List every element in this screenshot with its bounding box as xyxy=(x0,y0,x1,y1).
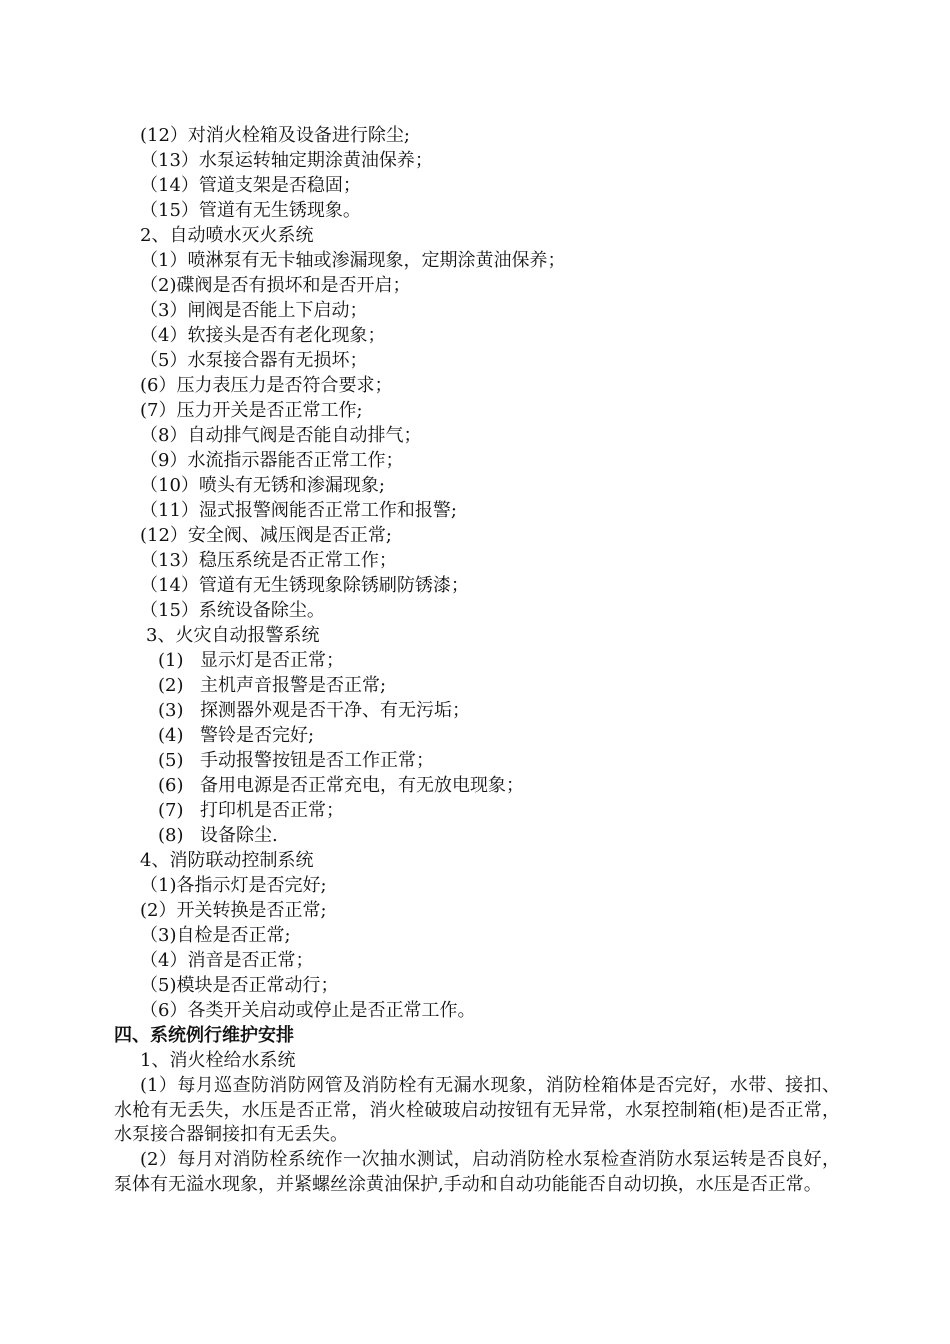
list-item: （1）喷淋泵有无卡轴或渗漏现象，定期涂黄油保养； xyxy=(140,250,566,271)
list-item xyxy=(158,724,314,748)
list-item: （13）水泵运转轴定期涂黄油保养； xyxy=(140,150,433,171)
item-text: 警铃是否完好; xyxy=(200,725,315,746)
list-item xyxy=(158,774,524,798)
list-item: （4）软接头是否有老化现象； xyxy=(140,325,386,346)
list-item: （5)模块是否正常动行； xyxy=(140,975,339,996)
subsection-heading: 3、火灾自动报警系统 xyxy=(146,625,320,646)
item-number: (6) xyxy=(158,775,184,796)
list-item xyxy=(158,749,434,773)
item-number: (3) xyxy=(158,700,184,721)
item-text: 探测器外观是否干净、有无污垢； xyxy=(200,700,470,721)
item-number: (1) xyxy=(158,650,184,671)
paragraph: (2）每月对消防栓系统作一次抽水测试，启动消防栓水泵检查消防水泵运转是否良好，泵体有无溢水现象，并紧螺丝涂黄油保护,手动和自动功能能否自动切换，水压是否正常。 xyxy=(114,1149,840,1195)
list-item: （14）管道支架是否稳固； xyxy=(140,175,361,196)
list-item: （9）水流指示器能否正常工作； xyxy=(140,450,404,471)
list-item xyxy=(158,674,386,698)
list-item: （5）水泵接合器有无损坏； xyxy=(140,350,368,371)
list-item: （2)碟阀是否有损坏和是否开启； xyxy=(140,275,411,296)
item-number: (5) xyxy=(158,750,184,771)
section-heading: 四、系统例行维护安排 xyxy=(114,1025,294,1046)
item-number: (8) xyxy=(158,825,184,846)
item-number: (2) xyxy=(158,675,184,696)
item-text: 设备除尘. xyxy=(200,825,278,846)
list-item: （3）闸阀是否能上下启动； xyxy=(140,300,368,321)
list-item: （11）湿式报警阀能否正常工作和报警; xyxy=(140,500,457,521)
list-item: （13）稳压系统是否正常工作； xyxy=(140,550,397,571)
list-item: (6）压力表压力是否符合要求； xyxy=(140,375,393,396)
item-number: (4) xyxy=(158,725,184,746)
item-number: (7) xyxy=(158,800,184,821)
item-text: 主机声音报警是否正常; xyxy=(200,675,387,696)
list-item xyxy=(158,824,278,848)
item-text: 手动报警按钮是否工作正常； xyxy=(200,750,434,771)
list-item xyxy=(158,799,344,823)
list-item: （1)各指示灯是否完好; xyxy=(140,875,327,896)
item-text: 备用电源是否正常充电，有无放电现象； xyxy=(200,775,524,796)
list-item: （4）消音是否正常； xyxy=(140,950,314,971)
subsection-heading: 2、自动喷水灭火系统 xyxy=(140,225,314,246)
list-item xyxy=(158,649,344,673)
paragraph: (1）每月巡查防消防网管及消防栓有无漏水现象，消防栓箱体是否完好，水带、接扣、水枪有无丢失，水压是否正常，消火栓破玻启动按钮有无异常，水泵控制箱(柜)是否正常，水泵接合器铜接扣有无丢失。 xyxy=(114,1075,840,1145)
list-item: （3)自检是否正常; xyxy=(140,925,291,946)
subsection-heading: 1、消火栓给水系统 xyxy=(140,1050,296,1071)
item-text: 显示灯是否正常； xyxy=(200,650,344,671)
list-item: (7）压力开关是否正常工作; xyxy=(140,400,363,421)
list-item: (2）开关转换是否正常; xyxy=(140,900,327,921)
list-item: （14）管道有无生锈现象除锈刷防锈漆； xyxy=(140,575,469,596)
list-item: (12）对消火栓箱及设备进行除尘; xyxy=(140,125,410,146)
list-item: （10）喷头有无锈和渗漏现象; xyxy=(140,475,385,496)
list-item: （15）系统设备除尘。 xyxy=(140,600,325,621)
list-item: （15）管道有无生锈现象。 xyxy=(140,200,361,221)
list-item xyxy=(158,699,470,723)
list-item: (12）安全阀、减压阀是否正常; xyxy=(140,525,392,546)
item-text: 打印机是否正常； xyxy=(200,800,344,821)
list-item: （8）自动排气阀是否能自动排气； xyxy=(140,425,422,446)
list-item: （6）各类开关启动或停止是否正常工作。 xyxy=(140,1000,476,1021)
subsection-heading: 4、消防联动控制系统 xyxy=(140,850,314,871)
